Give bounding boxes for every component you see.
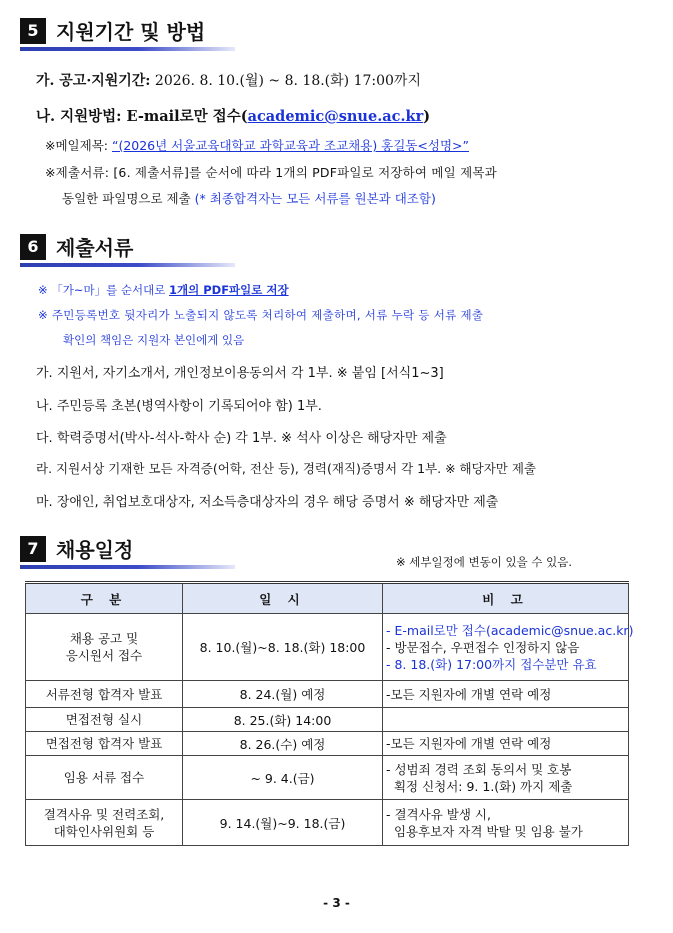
table-header-row [26, 583, 629, 614]
section-number: 7 [20, 536, 46, 562]
remark-text: - E-mail로만 접수(academic@snue.ac.kr) [386, 622, 634, 638]
category-text: 면접전형 합격자 발표 [45, 736, 163, 751]
method-line [36, 105, 430, 126]
table-row [26, 681, 629, 708]
section-title: 제출서류 [56, 236, 134, 260]
doc-item: 나. 주민등록 초본(병역사항이 기록되어야 함) 1부. [36, 399, 322, 414]
sec6-note-1 [38, 282, 289, 298]
remark-text: - 결격사유 발생 시, [386, 806, 491, 822]
sec6-note-2-cont: 확인의 책임은 지원자 본인에게 있음 [63, 333, 245, 347]
date-cell: 9. 14.(월)~9. 18.(금) [183, 800, 383, 846]
remark-text: 임용후보자 자격 박탈 및 임용 불가 [386, 823, 583, 839]
email-link[interactable]: academic@snue.ac.kr [247, 108, 424, 125]
category-text: 결격사유 및 전력조회, [43, 806, 165, 822]
category-text: 대학인사위원회 등 [53, 823, 155, 839]
remark-text: - 8. 18.(화) 17:00까지 접수분만 유효 [386, 656, 597, 672]
category-cell [26, 708, 183, 732]
remark-cell [383, 756, 629, 800]
date-cell: 8. 10.(월)~8. 18.(화) 18:00 [183, 614, 383, 681]
section-underline [20, 47, 235, 51]
category-cell [26, 756, 183, 800]
docs-line-2 [62, 189, 436, 207]
remark-cell [383, 732, 629, 756]
date-cell: 8. 25.(화) 14:00 [183, 708, 383, 732]
mail-title-line [45, 136, 469, 154]
remark-cell [383, 800, 629, 846]
category-text: 임용 서류 접수 [63, 770, 145, 785]
section-title: 지원기간 및 방법 [56, 20, 206, 44]
column-header: 구 분 [26, 583, 183, 614]
schedule-note: ※ 세부일정에 변동이 있을 수 있음. [396, 555, 572, 569]
table-row [26, 708, 629, 732]
section-title: 채용일정 [56, 538, 134, 562]
category-cell [26, 614, 183, 681]
note-1-emphasis: 1개의 PDF파일로 저장 [169, 283, 289, 297]
table-row [26, 614, 629, 681]
remark-text: - 방문접수, 우편접수 인정하지 않음 [386, 639, 580, 655]
doc-item: 가. 지원서, 자기소개서, 개인정보이용동의서 각 1부. ※ 붙임 [서식1~3] [36, 366, 444, 381]
period-value: 2026. 8. 10.(월) ~ 8. 18.(화) 17:00까지 [150, 73, 421, 89]
remark-cell [383, 708, 629, 732]
page-number: - 3 - [323, 896, 350, 910]
category-text: 서류전형 합격자 발표 [45, 686, 163, 702]
column-header: 비 고 [383, 583, 629, 614]
remark-cell [383, 614, 634, 681]
section-underline [20, 263, 235, 267]
remark-text: 획정 신청서: 9. 1.(화) 까지 제출 [386, 778, 573, 794]
table-row [26, 800, 629, 846]
period-line [36, 70, 421, 90]
section-number: 6 [20, 234, 46, 260]
remark-text: -모든 지원자에 개별 연락 예정 [386, 686, 552, 702]
note-1-prefix: ※ 「가~마」를 순서대로 [38, 283, 169, 297]
schedule-table [25, 581, 634, 846]
section-number: 5 [20, 18, 46, 44]
column-header: 일 시 [183, 583, 383, 614]
date-cell: 8. 24.(월) 예정 [183, 681, 383, 708]
table-row [26, 756, 629, 800]
sec6-note-2: ※ 주민등록번호 뒷자리가 노출되지 않도록 처리하여 제출하며, 서류 누락 등 서류 제출 [38, 308, 484, 322]
period-label: 가. 공고·지원기간: [36, 73, 151, 89]
remark-cell [383, 681, 629, 708]
doc-item: 다. 학력증명서(박사-석사-학사 순) 각 1부. ※ 석사 이상은 해당자만 제출 [36, 431, 447, 446]
docs-line-1: ※제출서류: [6. 제출서류]를 순서에 따라 1개의 PDF파일로 저장하여 메일 제목과 [45, 165, 497, 180]
table-row [26, 732, 629, 756]
category-text: 응시원서 접수 [65, 648, 143, 663]
category-text: 채용 공고 및 [69, 631, 139, 646]
method-label: 나. 지원방법: E-mail로만 접수( [36, 108, 248, 125]
method-close: ) [423, 108, 431, 125]
category-cell [26, 681, 183, 708]
remark-text: - 성범죄 경력 조회 동의서 및 호봉 [386, 761, 572, 777]
mail-title-label: ※메일제목: [45, 138, 112, 153]
category-cell [26, 732, 183, 756]
mail-title-value: “(2026년 서울교육대학교 과학교육과 조교채용) 홍길동<성명>” [111, 138, 469, 153]
date-cell: ~ 9. 4.(금) [183, 756, 383, 800]
doc-item: 라. 지원서상 기재한 모든 자격증(어학, 전산 등), 경력(재직)증명서 각 1부. ※ 해당자만 제출 [36, 461, 536, 476]
date-cell: 8. 26.(수) 예정 [183, 732, 383, 756]
category-text: 면접전형 실시 [65, 712, 143, 727]
doc-item: 마. 장애인, 취업보호대상자, 저소득층대상자의 경우 해당 증명서 ※ 해당자만 제출 [36, 495, 499, 510]
docs-line-2-text: 동일한 파일명으로 제출 [62, 191, 191, 206]
section-underline [20, 565, 235, 569]
remark-text: -모든 지원자에 개별 연락 예정 [386, 736, 552, 751]
category-cell [26, 800, 183, 846]
docs-note: (* 최종합격자는 모든 서류를 원본과 대조함) [190, 191, 436, 206]
